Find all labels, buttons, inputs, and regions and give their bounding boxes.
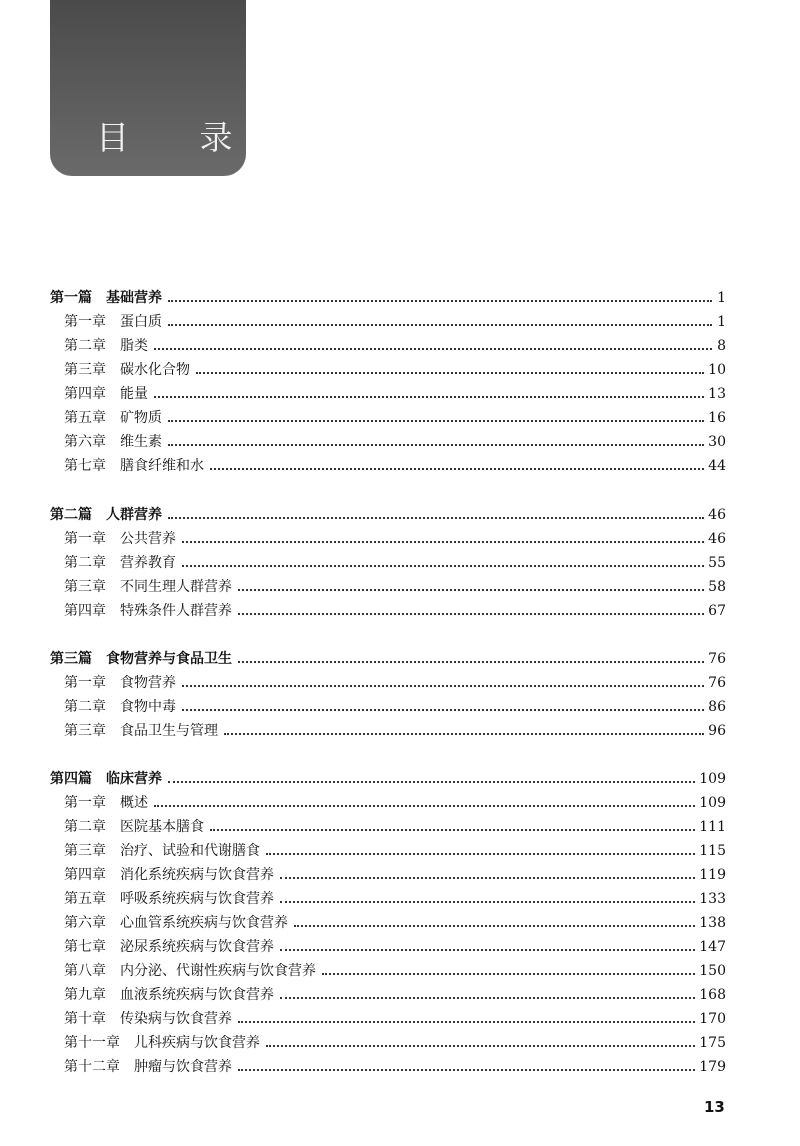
entry-page-number: 44 xyxy=(708,458,726,474)
entry-title: 呼吸系统疾病与饮食营养 xyxy=(120,891,274,907)
entry-title: 能量 xyxy=(120,386,148,402)
toc-chapter-entry[interactable] xyxy=(64,1006,726,1028)
dot-leader xyxy=(182,685,704,687)
dot-leader xyxy=(294,925,695,927)
entry-page-number: 76 xyxy=(708,675,726,691)
dot-leader xyxy=(154,348,712,350)
toc-chapter-entry[interactable] xyxy=(64,694,726,716)
entry-title: 公共营养 xyxy=(120,531,176,547)
toc-chapter-entry[interactable] xyxy=(64,718,726,740)
dot-leader xyxy=(280,901,695,903)
toc-chapter-entry[interactable] xyxy=(64,598,726,620)
entry-title: 治疗、试验和代谢膳食 xyxy=(120,843,260,859)
entry-title: 维生素 xyxy=(120,434,162,450)
entry-number: 第十二章 xyxy=(64,1059,120,1075)
dot-leader xyxy=(182,541,704,543)
entry-page-number: 150 xyxy=(699,963,726,979)
entry-number: 第二篇 xyxy=(50,507,92,523)
entry-page-number: 8 xyxy=(717,338,726,354)
toc-chapter-entry[interactable] xyxy=(64,814,726,836)
toc-chapter-entry[interactable] xyxy=(64,333,726,355)
toc-chapter-entry[interactable] xyxy=(64,453,726,475)
toc-chapter-entry[interactable] xyxy=(64,958,726,980)
entry-number: 第五章 xyxy=(64,410,106,426)
toc-chapter-entry[interactable] xyxy=(64,982,726,1004)
entry-page-number: 86 xyxy=(708,699,726,715)
entry-page-number: 109 xyxy=(699,771,726,787)
entry-number: 第八章 xyxy=(64,963,106,979)
entry-title: 肿瘤与饮食营养 xyxy=(134,1059,232,1075)
dot-leader xyxy=(210,829,695,831)
entry-number: 第一篇 xyxy=(50,290,92,306)
entry-title: 碳水化合物 xyxy=(120,362,190,378)
entry-number: 第一章 xyxy=(64,795,106,811)
entry-page-number: 13 xyxy=(708,386,726,402)
entry-page-number: 46 xyxy=(708,531,726,547)
toc-chapter-entry[interactable] xyxy=(64,429,726,451)
entry-number: 第五章 xyxy=(64,891,106,907)
entry-number: 第九章 xyxy=(64,987,106,1003)
entry-title: 心血管系统疾病与饮食营养 xyxy=(120,915,288,931)
entry-number: 第一章 xyxy=(64,314,106,330)
dot-leader xyxy=(238,661,704,663)
toc-chapter-entry[interactable] xyxy=(64,790,726,812)
entry-page-number: 55 xyxy=(708,555,726,571)
dot-leader xyxy=(280,877,695,879)
entry-title: 概述 xyxy=(120,795,148,811)
entry-page-number: 1 xyxy=(717,290,726,306)
entry-title: 泌尿系统疾病与饮食营养 xyxy=(120,939,274,955)
entry-title: 内分泌、代谢性疾病与饮食营养 xyxy=(120,963,316,979)
entry-page-number: 96 xyxy=(708,723,726,739)
dot-leader xyxy=(238,589,704,591)
dot-leader xyxy=(168,324,712,326)
toc-chapter-entry[interactable] xyxy=(64,910,726,932)
entry-page-number: 175 xyxy=(699,1035,726,1051)
entry-number: 第十章 xyxy=(64,1011,106,1027)
entry-number: 第一章 xyxy=(64,531,106,547)
dot-leader xyxy=(154,396,704,398)
entry-page-number: 10 xyxy=(708,362,726,378)
dot-leader xyxy=(266,1045,695,1047)
entry-page-number: 58 xyxy=(708,579,726,595)
entry-number: 第十一章 xyxy=(64,1035,120,1051)
entry-page-number: 46 xyxy=(708,507,726,523)
entry-number: 第六章 xyxy=(64,434,106,450)
dot-leader xyxy=(182,565,704,567)
toc-chapter-entry[interactable] xyxy=(64,550,726,572)
entry-title: 矿物质 xyxy=(120,410,162,426)
entry-number: 第三章 xyxy=(64,362,106,378)
entry-title: 不同生理人群营养 xyxy=(120,579,232,595)
dot-leader xyxy=(168,300,712,302)
entry-page-number: 170 xyxy=(699,1011,726,1027)
toc-chapter-entry[interactable] xyxy=(64,838,726,860)
entry-number: 第四章 xyxy=(64,603,106,619)
toc-chapter-entry[interactable] xyxy=(64,670,726,692)
entry-page-number: 67 xyxy=(708,603,726,619)
entry-page-number: 133 xyxy=(699,891,726,907)
entry-number: 第三篇 xyxy=(50,651,92,667)
toc-part-entry[interactable] xyxy=(50,285,726,307)
toc-part-entry[interactable] xyxy=(50,502,726,524)
toc-chapter-entry[interactable] xyxy=(64,1030,726,1052)
entry-title: 食物营养与食品卫生 xyxy=(106,651,232,667)
entry-page-number: 30 xyxy=(708,434,726,450)
dot-leader xyxy=(224,733,704,735)
dot-leader xyxy=(154,805,695,807)
page-number: 13 xyxy=(704,1098,725,1116)
dot-leader xyxy=(168,781,695,783)
entry-title: 基础营养 xyxy=(106,290,162,306)
entry-number: 第四篇 xyxy=(50,771,92,787)
toc-chapter-entry[interactable] xyxy=(64,934,726,956)
entry-title: 食物中毒 xyxy=(120,699,176,715)
toc-part-entry[interactable] xyxy=(50,646,726,668)
dot-leader xyxy=(168,444,704,446)
entry-page-number: 119 xyxy=(699,867,726,883)
entry-title: 儿科疾病与饮食营养 xyxy=(134,1035,260,1051)
toc-part-entry[interactable] xyxy=(50,766,726,788)
entry-page-number: 138 xyxy=(699,915,726,931)
entry-title: 食物营养 xyxy=(120,675,176,691)
entry-page-number: 168 xyxy=(699,987,726,1003)
entry-title: 医院基本膳食 xyxy=(120,819,204,835)
entry-title: 消化系统疾病与饮食营养 xyxy=(120,867,274,883)
dot-leader xyxy=(238,1021,695,1023)
entry-number: 第一章 xyxy=(64,675,106,691)
entry-number: 第三章 xyxy=(64,579,106,595)
entry-number: 第三章 xyxy=(64,723,106,739)
entry-number: 第三章 xyxy=(64,843,106,859)
entry-page-number: 115 xyxy=(699,843,726,859)
page-title: 目 录 xyxy=(96,118,263,157)
entry-title: 传染病与饮食营养 xyxy=(120,1011,232,1027)
dot-leader xyxy=(196,372,704,374)
entry-number: 第四章 xyxy=(64,386,106,402)
entry-title: 血液系统疾病与饮食营养 xyxy=(120,987,274,1003)
entry-title: 膳食纤维和水 xyxy=(120,458,204,474)
dot-leader xyxy=(238,613,704,615)
entry-page-number: 76 xyxy=(708,651,726,667)
toc-chapter-entry[interactable] xyxy=(64,405,726,427)
entry-page-number: 1 xyxy=(717,314,726,330)
dot-leader xyxy=(280,997,695,999)
toc-chapter-entry[interactable] xyxy=(64,574,726,596)
toc-chapter-entry[interactable] xyxy=(64,862,726,884)
dot-leader xyxy=(182,709,704,711)
entry-number: 第二章 xyxy=(64,819,106,835)
dot-leader xyxy=(266,853,695,855)
entry-page-number: 16 xyxy=(708,410,726,426)
entry-title: 脂类 xyxy=(120,338,148,354)
entry-page-number: 147 xyxy=(699,939,726,955)
dot-leader xyxy=(210,468,704,470)
toc-chapter-entry[interactable] xyxy=(64,357,726,379)
entry-page-number: 111 xyxy=(699,819,726,835)
entry-page-number: 109 xyxy=(699,795,726,811)
dot-leader xyxy=(168,517,704,519)
toc-chapter-entry[interactable] xyxy=(64,526,726,548)
entry-title: 营养教育 xyxy=(120,555,176,571)
entry-number: 第二章 xyxy=(64,699,106,715)
toc-chapter-entry[interactable] xyxy=(64,381,726,403)
dot-leader xyxy=(280,949,695,951)
entry-number: 第二章 xyxy=(64,338,106,354)
entry-page-number: 179 xyxy=(699,1059,726,1075)
entry-number: 第六章 xyxy=(64,915,106,931)
entry-number: 第四章 xyxy=(64,867,106,883)
dot-leader xyxy=(168,420,704,422)
entry-number: 第二章 xyxy=(64,555,106,571)
entry-number: 第七章 xyxy=(64,939,106,955)
entry-title: 蛋白质 xyxy=(120,314,162,330)
entry-title: 临床营养 xyxy=(106,771,162,787)
toc-chapter-entry[interactable] xyxy=(64,886,726,908)
entry-title: 食品卫生与管理 xyxy=(120,723,218,739)
dot-leader xyxy=(238,1069,695,1071)
entry-title: 人群营养 xyxy=(106,507,162,523)
entry-title: 特殊条件人群营养 xyxy=(120,603,232,619)
toc-chapter-entry[interactable] xyxy=(64,1054,726,1076)
entry-number: 第七章 xyxy=(64,458,106,474)
dot-leader xyxy=(322,973,695,975)
toc-chapter-entry[interactable] xyxy=(64,309,726,331)
